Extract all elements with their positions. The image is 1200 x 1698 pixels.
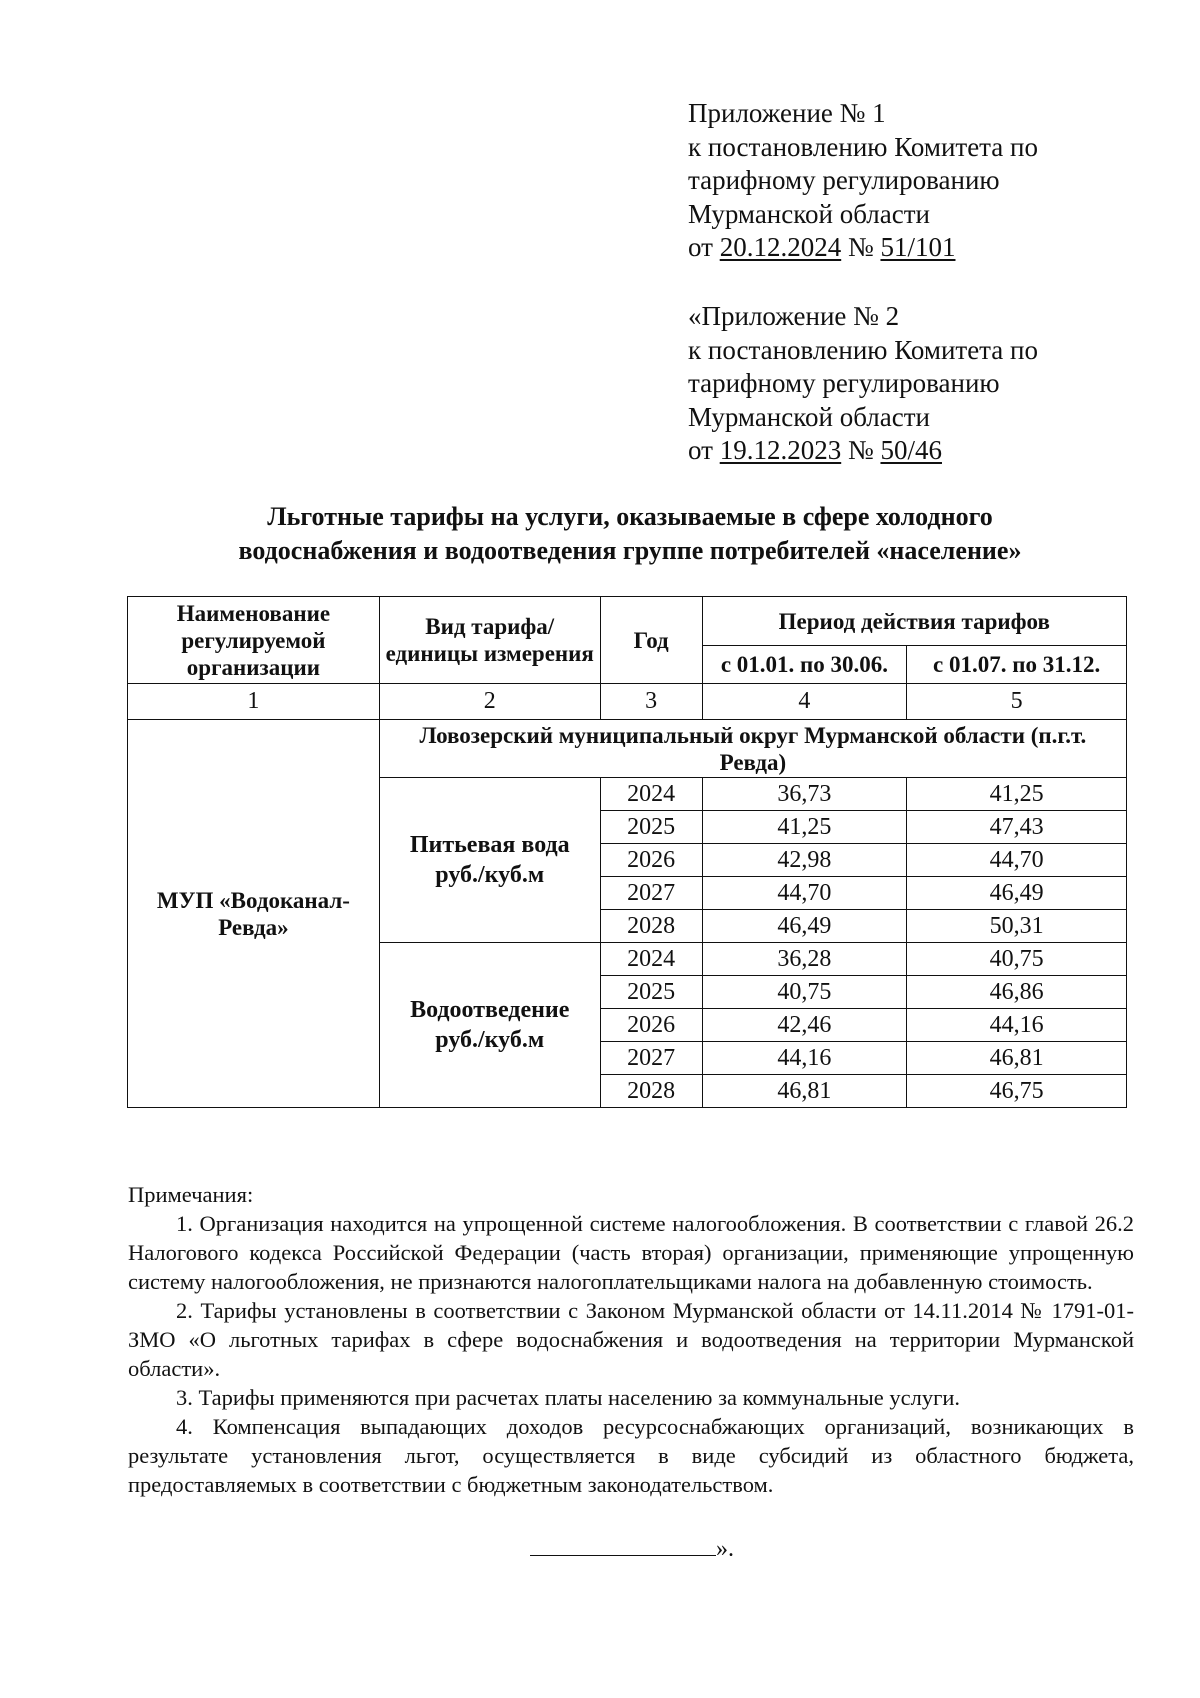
region-name: Ловозерский муниципальный округ Мурманской области (п.г.т. Ревда) — [379, 720, 1126, 778]
appendix-2-line1: «Приложение № 2 — [688, 301, 900, 331]
tariff-period-1: 42,46 — [702, 1009, 907, 1042]
note-item: 2. Тарифы установлены в соответствии с Законом Мурманской области от 14.11.2014 № 1791-01-ЗМО «О льготных тарифах в сфере водоснабжения и водоотведения на территории Мурманской области». — [128, 1298, 1134, 1381]
year-cell: 2024 — [600, 943, 702, 976]
header-period: Период действия тарифов — [702, 597, 1126, 646]
appendix-2-number: 50/46 — [880, 435, 942, 465]
appendix-2-line4: Мурманской области — [688, 401, 930, 432]
tariff-period-2: 41,25 — [907, 778, 1127, 811]
closing-quote: ». — [716, 1536, 734, 1562]
document-title-line2: водоснабжения и водоотведения группе потребителей «население» — [238, 536, 1022, 565]
appendix-1-line2: к постановлению Комитета по — [688, 131, 1038, 162]
tariff-period-2: 47,43 — [907, 811, 1127, 844]
appendix-1-line3: тарифному регулированию — [688, 165, 1000, 195]
column-number: 2 — [379, 684, 600, 720]
appendix-2-date-prefix: от — [688, 435, 720, 465]
column-number: 3 — [600, 684, 702, 720]
tariff-period-2: 46,86 — [907, 976, 1127, 1009]
header-year: Год — [600, 597, 702, 684]
tariff-period-1: 36,28 — [702, 943, 907, 976]
year-cell: 2025 — [600, 976, 702, 1009]
appendix-1-date-prefix: от — [688, 232, 720, 262]
year-cell: 2025 — [600, 811, 702, 844]
appendix-2-date-line — [688, 434, 1158, 468]
tariff-period-2: 50,31 — [907, 910, 1127, 943]
organization-name: МУП «Водоканал-Ревда» — [128, 720, 380, 1108]
appendix-1-line1: Приложение № 1 — [688, 98, 886, 128]
tariff-period-2: 44,70 — [907, 844, 1127, 877]
year-cell: 2026 — [600, 1009, 702, 1042]
notes-section — [128, 1180, 1134, 1499]
tariff-period-2: 46,49 — [907, 877, 1127, 910]
column-number: 4 — [702, 684, 907, 720]
year-cell: 2027 — [600, 1042, 702, 1075]
appendix-2-date: 19.12.2023 — [719, 435, 842, 465]
appendix-2-line3: тарифному регулированию — [688, 368, 1000, 398]
year-cell: 2026 — [600, 844, 702, 877]
notes-heading: Примечания: — [128, 1182, 254, 1207]
tariff-period-1: 46,49 — [702, 910, 907, 943]
note-item: 3. Тарифы применяются при расчетах платы населению за коммунальные услуги. — [176, 1385, 960, 1410]
document-title-line1: Льготные тарифы на услуги, оказываемые в сфере холодного — [267, 502, 993, 531]
year-cell: 2028 — [600, 910, 702, 943]
tariff-period-1: 40,75 — [702, 976, 907, 1009]
tariff-period-1: 36,73 — [702, 778, 907, 811]
appendix-2-line2: к постановлению Комитета по — [688, 334, 1038, 365]
appendix-2-number-prefix: № — [841, 435, 881, 465]
appendix-1-date: 20.12.2024 — [719, 232, 842, 262]
year-cell: 2024 — [600, 778, 702, 811]
closing-line — [530, 1555, 716, 1556]
closing-mark — [530, 1536, 734, 1563]
tariff-period-1: 41,25 — [702, 811, 907, 844]
appendix-1-number-prefix: № — [841, 232, 881, 262]
tariff-period-2: 46,81 — [907, 1042, 1127, 1075]
appendix-1-number: 51/101 — [880, 232, 956, 262]
tariff-period-2: 40,75 — [907, 943, 1127, 976]
document-title — [110, 500, 1150, 568]
column-number: 1 — [128, 684, 380, 720]
note-item: 4. Компенсация выпадающих доходов ресурсоснабжающих организаций, возникающих в результате установления льгот, осуществляется в виде субсидий из областного бюджета, предоставляемых в соответствии с бюджетным законодательством. — [128, 1414, 1134, 1497]
tariff-period-1: 44,16 — [702, 1042, 907, 1075]
appendix-1-date-line — [688, 231, 1158, 265]
column-number: 5 — [907, 684, 1127, 720]
tariff-kind: Водоотведение руб./куб.м — [379, 943, 600, 1108]
tariff-period-1: 46,81 — [702, 1075, 907, 1108]
year-cell: 2028 — [600, 1075, 702, 1108]
appendix-1-line4: Мурманской области — [688, 198, 930, 229]
header-period-1: с 01.01. по 30.06. — [702, 646, 907, 684]
appendix-2-header — [688, 300, 1158, 468]
tariffs-table — [127, 596, 1127, 1108]
year-cell: 2027 — [600, 877, 702, 910]
tariff-period-1: 42,98 — [702, 844, 907, 877]
note-item: 1. Организация находится на упрощенной системе налогообложения. В соответствии с главой 26.2 Налогового кодекса Российской Федерации (часть вторая) организации, применяющие упрощенную систему налогообложения, не признаются налогоплательщиками налога на добавленную стоимость. — [128, 1211, 1134, 1294]
header-kind: Вид тарифа/единицы измерения — [379, 597, 600, 684]
tariff-period-2: 44,16 — [907, 1009, 1127, 1042]
tariff-period-2: 46,75 — [907, 1075, 1127, 1108]
header-org: Наименование регулируемой организации — [128, 597, 380, 684]
appendix-1-header — [688, 97, 1158, 265]
tariff-period-1: 44,70 — [702, 877, 907, 910]
header-period-2: с 01.07. по 31.12. — [907, 646, 1127, 684]
tariff-kind: Питьевая вода руб./куб.м — [379, 778, 600, 943]
